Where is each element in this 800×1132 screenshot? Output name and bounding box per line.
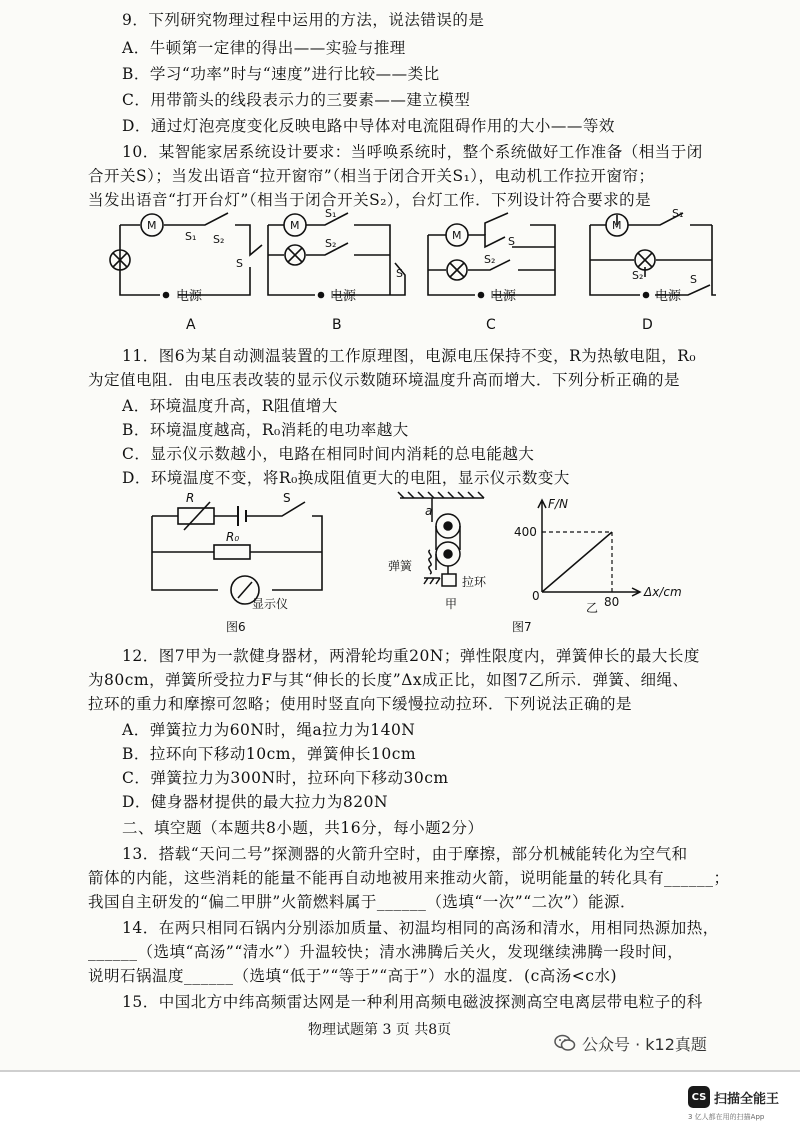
motor-label-c: M — [452, 229, 462, 242]
s2-label-a: S₂ — [213, 233, 225, 246]
scanner-tagline: 3 亿人都在用的扫描App — [688, 1113, 765, 1121]
camscanner-logo-icon: CS — [688, 1086, 710, 1108]
text-line: 为80cm，弹簧所受拉力F与其“伸长的长度”Δx成正比，如图7乙所示．弹簧、细绳、 — [88, 671, 689, 689]
scanner-name: 扫描全能王 — [714, 1091, 780, 1107]
fig7-ring-label: 拉环 — [462, 575, 487, 589]
fig7-caption: 图7 — [512, 620, 532, 634]
power-label-b: 电源 — [330, 289, 357, 304]
s-label-d: S — [690, 273, 697, 286]
s1-label-a: S₁ — [185, 230, 197, 243]
text-line: 9．下列研究物理过程中运用的方法，说法错误的是 — [122, 11, 485, 29]
text-line: B．学习“功率”时与“速度”进行比较——类比 — [122, 65, 440, 83]
text-line: D．环境温度不变，将R₀换成阻值更大的电阻，显示仪示数变大 — [122, 469, 570, 487]
page-footer: 物理试题第 3 页 共8页 — [308, 1022, 452, 1038]
text-line: ______（选填“高汤”“清水”）升温较快；清水沸腾后关火，发现继续沸腾一段时间， — [88, 943, 684, 961]
text-line: 10．某智能家居系统设计要求：当呼唤系统时，整个系统做好工作准备（相当于闭 — [122, 143, 703, 161]
fig6-r-label: R — [186, 491, 195, 505]
page-edge — [0, 1070, 800, 1072]
text-line: A．牛顿第一定律的得出——实验与推理 — [122, 39, 406, 57]
text-line: B．环境温度越高，R₀消耗的电功率越大 — [122, 421, 409, 439]
fig7-y-tick: 400 — [514, 525, 537, 539]
text-line: A．环境温度升高，R阻值增大 — [122, 397, 338, 415]
text-line: D．健身器材提供的最大拉力为820N — [122, 793, 389, 811]
s2-label-c: S₂ — [484, 253, 496, 266]
text-line: 15．中国北方中纬高频雷达网是一种利用高频电磁波探测高空电离层带电粒子的科 — [122, 993, 703, 1011]
fig6-s-label: S — [283, 491, 291, 505]
scanner-badge — [688, 1086, 779, 1108]
text-line: 拉环的重力和摩擦可忽略；使用时竖直向下缓慢拉动拉环．下列说法正确的是 — [88, 695, 633, 713]
power-label-a: 电源 — [176, 289, 203, 304]
option-a-label: A — [186, 317, 196, 333]
fig7-a-label: a — [425, 504, 433, 518]
motor-label-a: M — [147, 219, 157, 232]
fig7-origin: 0 — [532, 589, 540, 603]
text-line: C．弹簧拉力为300N时，拉环向下移动30cm — [122, 769, 449, 787]
watermark-text: 公众号 · k12真题 — [582, 1034, 707, 1054]
option-b-label: B — [332, 317, 342, 333]
power-label-c: 电源 — [490, 289, 517, 304]
option-c-label: C — [486, 317, 496, 333]
fig6-r0-label: R₀ — [226, 530, 240, 544]
fig6-caption: 图6 — [226, 620, 246, 634]
s1-label-b: S₁ — [325, 207, 337, 220]
text-line: A．弹簧拉力为60N时，绳a拉力为140N — [122, 721, 416, 739]
fig7-x-tick: 80 — [604, 595, 620, 609]
motor-label-b: M — [290, 219, 300, 232]
text-line: C．用带箭头的线段表示力的三要素——建立模型 — [122, 91, 471, 109]
fig7-x-axis-label: Δx/cm — [644, 585, 682, 599]
text-line: 合开关S）；当发出语音“拉开窗帘”（相当于闭合开关S₁），电动机工作拉开窗帘； — [88, 167, 655, 185]
text-line: 13．搭载“天问二号”探测器的火箭升空时，由于摩擦，部分机械能转化为空气和 — [122, 845, 688, 863]
option-d-label: D — [642, 317, 653, 333]
text-line: 为定值电阻．由电压表改装的显示仪示数随环境温度升高而增大．下列分析正确的是 — [88, 371, 681, 389]
text-line: 箭体的内能，这些消耗的能量不能再自动地被用来推动火箭，说明能量的转化具有______； — [88, 869, 730, 887]
text-line: 12．图7甲为一款健身器材，两滑轮均重20N；弹性限度内，弹簧伸长的最大长度 — [122, 647, 700, 665]
s2-label-d: S₂ — [632, 269, 644, 282]
s-label-c: S — [508, 235, 515, 248]
s2-label-b: S₂ — [325, 237, 337, 250]
text-line: 11．图6为某自动测温装置的工作原理图，电源电压保持不变，R为热敏电阻，R₀ — [122, 347, 697, 365]
s-label-b: S — [396, 267, 403, 280]
text-line: 说明石锅温度______（选填“低于”“等于”“高于”）水的温度．(c高汤<c水) — [88, 967, 617, 985]
text-line: 我国自主研发的“偏二甲肼”火箭燃料属于______（选填“一次”“二次”）能源． — [88, 893, 637, 911]
wechat-watermark — [554, 1030, 707, 1056]
figures-6-7 — [0, 488, 800, 638]
motor-label-d: M — [612, 219, 622, 232]
s1-label-d: S₁ — [672, 207, 684, 220]
fig7-y-axis-label: F/N — [548, 497, 568, 511]
power-label-d: 电源 — [655, 289, 682, 304]
text-line: C．显示仪示数越小，电路在相同时间内消耗的总电能越大 — [122, 445, 535, 463]
text-line: 二、填空题（本题共8小题，共16分，每小题2分） — [122, 819, 484, 837]
text-line: 当发出语音“打开台灯”（相当于闭合开关S₂），台灯工作．下列设计符合要求的是 — [88, 191, 652, 209]
circuit-options — [0, 205, 800, 345]
s-label-a: S — [236, 257, 243, 270]
fig7-jia-label: 甲 — [445, 597, 458, 611]
text-line: D．通过灯泡亮度变化反映电路中导体对电流阻碍作用的大小——等效 — [122, 117, 615, 135]
fig7-yi-label: 乙 — [586, 601, 599, 615]
text-line: 14．在两只相同石锅内分别添加质量、初温均相同的高汤和清水，用相同热源加热， — [122, 919, 719, 937]
fig7-spring-label: 弹簧 — [388, 559, 413, 573]
fig6-display-label: 显示仪 — [252, 597, 289, 611]
text-line: B．拉环向下移动10cm，弹簧伸长10cm — [122, 745, 417, 763]
wechat-icon — [554, 1034, 576, 1052]
